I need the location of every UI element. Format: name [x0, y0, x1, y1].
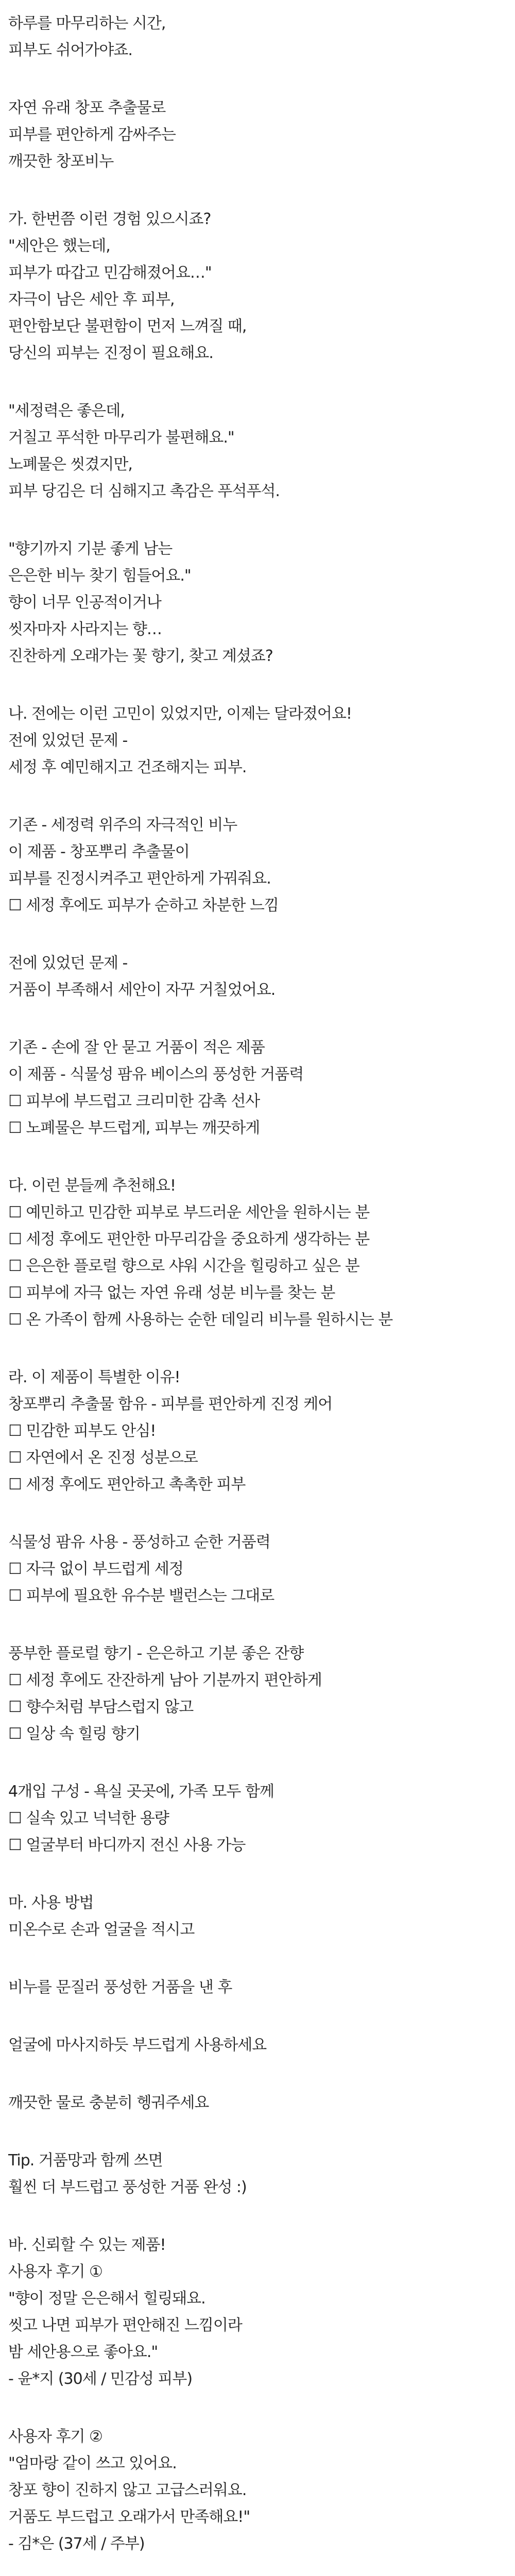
paragraph-section-da: [8, 1173, 503, 1333]
checklist-item: ☐ 일상 속 힐링 향기: [8, 1725, 140, 1743]
section-heading: 라. 이 제품이 특별한 이유!: [8, 1368, 180, 1386]
text-line: Tip. 거품망과 함께 쓰면: [8, 2151, 163, 2170]
checklist-item: ☐ 세정 후에도 피부가 순하고 차분한 느낌: [8, 896, 279, 914]
text-line: - 김*은 (37세 / 주부): [8, 2535, 145, 2553]
text-line: 피부 당김은 더 심해지고 촉감은 푸석푸석.: [8, 482, 280, 500]
text-line: 거품도 부드럽고 오래가서 만족해요!": [8, 2508, 250, 2526]
text-line: "세안은 했는데,: [8, 237, 110, 255]
section-heading: 바. 신뢰할 수 있는 제품!: [8, 2236, 166, 2254]
text-line: 식물성 팜유 사용 - 풍성하고 순한 거품력: [8, 1533, 270, 1551]
checklist-item: ☐ 민감한 피부도 안심!: [8, 1422, 156, 1440]
paragraph-usage-step-4: [8, 2090, 503, 2116]
checklist-item: ☐ 향수처럼 부담스럽지 않고: [8, 1698, 194, 1716]
checklist-item: ☐ 예민하고 민감한 피부로 부드러운 세안을 원하시는 분: [8, 1204, 370, 1222]
checklist-item: ☐ 온 가족이 함께 사용하는 순한 데일리 비누를 원하시는 분: [8, 1311, 393, 1329]
text-line: - 윤*지 (30세 / 민감성 피부): [8, 2370, 193, 2388]
paragraph-compare-2: [8, 1035, 503, 1142]
paragraph-problem-2: [8, 950, 503, 1004]
text-line: 피부를 진정시켜주고 편안하게 가꿔줘요.: [8, 870, 271, 888]
paragraph-usage-step-3: [8, 2032, 503, 2059]
checklist-item: ☐ 자극 없이 부드럽게 세정: [8, 1560, 183, 1578]
text-line: 창포 향이 진하지 않고 고급스러워요.: [8, 2481, 247, 2499]
text-line: 비누를 문질러 풍성한 거품을 낸 후: [8, 1978, 232, 1996]
text-line: 피부가 따갑고 민감해졌어요…": [8, 264, 212, 282]
paragraph-feature-palm: [8, 1529, 503, 1609]
paragraph-section-na: [8, 701, 503, 781]
text-line: 거품이 부족해서 세안이 자꾸 거칠었어요.: [8, 981, 276, 999]
text-line: 세정 후 예민해지고 건조해지는 피부.: [8, 758, 247, 776]
paragraph-feature-floral: [8, 1640, 503, 1748]
checklist-item: ☐ 세정 후에도 잔잔하게 남아 기분까지 편안하게: [8, 1671, 322, 1689]
text-line: 밤 세안용으로 좋아요.": [8, 2343, 158, 2361]
text-line: 피부를 편안하게 감싸주는: [8, 126, 176, 144]
section-heading: 마. 사용 방법: [8, 1894, 94, 1912]
text-line: 전에 있었던 문제 -: [8, 732, 128, 750]
section-heading: 나. 전에는 이런 고민이 있었지만, 이제는 달라졌어요!: [8, 705, 352, 723]
checklist-item: ☐ 노폐물은 부드럽게, 피부는 깨끗하게: [8, 1119, 260, 1137]
text-line: 풍부한 플로럴 향기 - 은은하고 기분 좋은 잔향: [8, 1645, 304, 1663]
text-line: 기존 - 세정력 위주의 자극적인 비누: [8, 816, 237, 834]
text-line: 거칠고 푸석한 마무리가 불편해요.": [8, 429, 234, 447]
paragraph-section-ga: [8, 206, 503, 367]
text-line: 이 제품 - 식물성 팜유 베이스의 풍성한 거품력: [8, 1065, 304, 1083]
paragraph-intro: [8, 10, 503, 64]
text-line: "엄마랑 같이 쓰고 있어요.: [8, 2454, 177, 2472]
checklist-item: ☐ 자연에서 온 진정 성분으로: [8, 1449, 198, 1467]
text-line: 기존 - 손에 잘 안 묻고 거품이 적은 제품: [8, 1039, 265, 1057]
text-line: 향이 너무 인공적이거나: [8, 594, 161, 612]
paragraph-concern-2: [8, 398, 503, 505]
text-line: 전에 있었던 문제 -: [8, 954, 128, 972]
checklist-item: ☐ 피부에 부드럽고 크리미한 감촉 선사: [8, 1092, 260, 1110]
paragraph-section-ma: [8, 1890, 503, 1943]
text-line: 씻고 나면 피부가 편안해진 느낌이라: [8, 2316, 242, 2334]
text-line: 이 제품 - 창포뿌리 추출물이: [8, 843, 190, 861]
paragraph-review-2: [8, 2424, 503, 2557]
paragraph-feature-set: [8, 1778, 503, 1859]
paragraph-tip: [8, 2147, 503, 2201]
text-line: 미온수로 손과 얼굴을 적시고: [8, 1921, 195, 1939]
paragraph-compare-1: [8, 812, 503, 919]
section-heading: 다. 이런 분들께 추천해요!: [8, 1177, 176, 1195]
checklist-item: ☐ 피부에 필요한 유수분 밸런스는 그대로: [8, 1587, 274, 1605]
text-line: 얼굴에 마사지하듯 부드럽게 사용하세요: [8, 2036, 267, 2054]
text-line: 하루를 마무리하는 시간,: [8, 14, 166, 32]
text-line: 씻자마자 사라지는 향…: [8, 620, 162, 638]
text-line: "향기까지 기분 좋게 남는: [8, 540, 173, 558]
text-line: "향이 정말 은은해서 힐링돼요.: [8, 2290, 205, 2308]
text-line: 깨끗한 창포비누: [8, 152, 114, 171]
text-line: 피부도 쉬어가야죠.: [8, 41, 132, 59]
checklist-item: ☐ 세정 후에도 편안하고 촉촉한 피부: [8, 1476, 246, 1494]
checklist-item: ☐ 세정 후에도 편안한 마무리감을 중요하게 생각하는 분: [8, 1230, 370, 1248]
text-line: 깨끗한 물로 충분히 헹궈주세요: [8, 2094, 209, 2112]
paragraph-product-intro: [8, 95, 503, 175]
checklist-item: ☐ 실속 있고 넉넉한 용량: [8, 1809, 169, 1827]
checklist-item: ☐ 얼굴부터 바디까지 전신 사용 가능: [8, 1836, 246, 1854]
text-line: 은은한 비누 찾기 힘들어요.": [8, 567, 191, 585]
text-line: "세정력은 좋은데,: [8, 402, 125, 420]
text-line: 노폐물은 씻겼지만,: [8, 455, 132, 473]
checklist-item: ☐ 피부에 자극 없는 자연 유래 성분 비누를 찾는 분: [8, 1284, 335, 1302]
document-body: [8, 10, 503, 2576]
section-heading: 가. 한번쯤 이런 경험 있으시죠?: [8, 210, 211, 228]
paragraph-usage-step-2: [8, 1974, 503, 2001]
text-line: 편안함보단 불편함이 먼저 느껴질 때,: [8, 317, 247, 335]
paragraph-concern-3: [8, 536, 503, 670]
paragraph-section-ba: [8, 2232, 503, 2393]
text-line: 자극이 남은 세안 후 피부,: [8, 291, 175, 309]
paragraph-section-ra: [8, 1364, 503, 1498]
text-line: 사용자 후기 ②: [8, 2428, 102, 2446]
text-line: 창포뿌리 추출물 함유 - 피부를 편안하게 진정 케어: [8, 1395, 333, 1413]
text-line: 자연 유래 창포 추출물로: [8, 99, 166, 117]
text-line: 당신의 피부는 진정이 필요해요.: [8, 344, 213, 362]
checklist-item: ☐ 은은한 플로럴 향으로 샤워 시간을 힐링하고 싶은 분: [8, 1257, 359, 1275]
text-line: 사용자 후기 ①: [8, 2263, 102, 2281]
text-line: 훨씬 더 부드럽고 풍성한 거품 완성 :): [8, 2178, 247, 2196]
text-line: 4개입 구성 - 욕실 곳곳에, 가족 모두 함께: [8, 1783, 274, 1801]
text-line: 진찬하게 오래가는 꽃 향기, 찾고 계셨죠?: [8, 647, 273, 665]
